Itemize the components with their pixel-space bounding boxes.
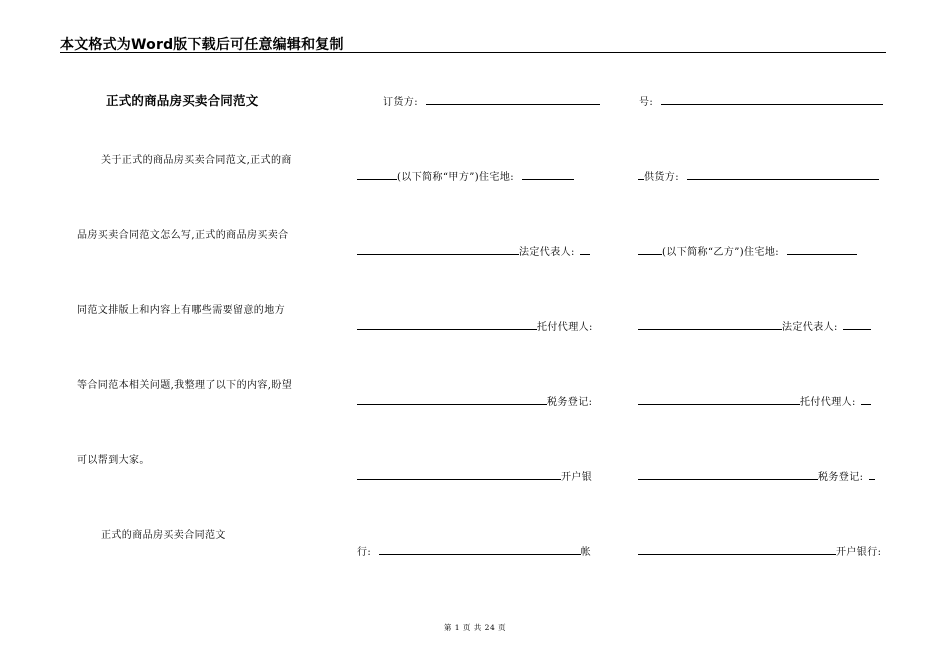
blank-line [638, 543, 836, 555]
mid-row-6 [357, 468, 592, 485]
right-row-2 [638, 168, 879, 185]
intro-line-2: 品房买卖合同范文怎么写,正式的商品房买卖合 [77, 230, 289, 241]
blank-line [426, 93, 600, 105]
document-title: 正式的商品房买卖合同范文 [106, 93, 259, 108]
buyer-label: 订货方: [383, 97, 418, 108]
blank-line [357, 393, 547, 405]
right-row-4 [638, 318, 871, 335]
tax-registration-label: 税务登记: [547, 397, 593, 408]
blank-line [357, 168, 397, 180]
supplier-label: 供货方: [644, 172, 679, 183]
blank-line [861, 393, 871, 405]
blank-line [843, 318, 871, 330]
blank-line [661, 93, 883, 105]
blank-line [638, 393, 800, 405]
tax-registration-label-b: 税务登记: [818, 472, 864, 483]
mid-row-7 [357, 543, 591, 560]
blank-line [357, 468, 561, 480]
party-b-address-label: (以下简称“乙方”)住宅地: [662, 247, 779, 258]
mid-row-2 [357, 168, 574, 185]
page-footer: 第 1 页 共 24 页 [443, 623, 507, 632]
blank-line [687, 168, 879, 180]
blank-line [379, 543, 581, 555]
legal-rep-label-b: 法定代表人: [782, 322, 838, 333]
right-row-5 [638, 393, 871, 410]
header-title: 本文格式为Word版下载后可任意编辑和复制 [60, 37, 344, 53]
right-row-3 [638, 243, 857, 260]
party-a-address-label: (以下简称“甲方”)住宅地: [397, 172, 514, 183]
mid-row-4 [357, 318, 593, 335]
blank-line [357, 243, 519, 255]
blank-line [580, 243, 590, 255]
blank-line [638, 318, 782, 330]
mid-row-5 [357, 393, 592, 410]
bank-label-b: 开户银行: [836, 547, 882, 558]
page-header [60, 32, 886, 53]
agent-label-b: 托付代理人: [800, 397, 856, 408]
right-row-6 [638, 468, 875, 485]
right-row-1 [639, 93, 883, 110]
blank-line [638, 468, 818, 480]
mid-row-3 [357, 243, 590, 260]
blank-line [357, 318, 537, 330]
intro-line-5: 可以帮到大家。 [77, 455, 150, 466]
blank-line [869, 468, 875, 480]
blank-line [522, 168, 574, 180]
agent-label: 托付代理人: [537, 322, 593, 333]
mid-row-1 [383, 93, 600, 110]
intro-line-1: 关于正式的商品房买卖合同范文,正式的商 [101, 155, 292, 166]
blank-line [787, 243, 857, 255]
bank-label-end: 行: [357, 547, 372, 558]
account-label-end: 号: [639, 97, 654, 108]
intro-line-4: 等合同范本相关问题,我整理了以下的内容,盼望 [77, 380, 293, 391]
bank-label-start: 开户银 [561, 472, 593, 483]
account-label-start: 帐 [580, 547, 592, 558]
right-row-7 [638, 543, 881, 560]
intro-line-3: 同范文排版上和内容上有哪些需要留意的地方 [77, 305, 285, 316]
section-subtitle: 正式的商品房买卖合同范文 [101, 530, 226, 541]
blank-line [638, 243, 662, 255]
legal-rep-label: 法定代表人: [519, 247, 575, 258]
